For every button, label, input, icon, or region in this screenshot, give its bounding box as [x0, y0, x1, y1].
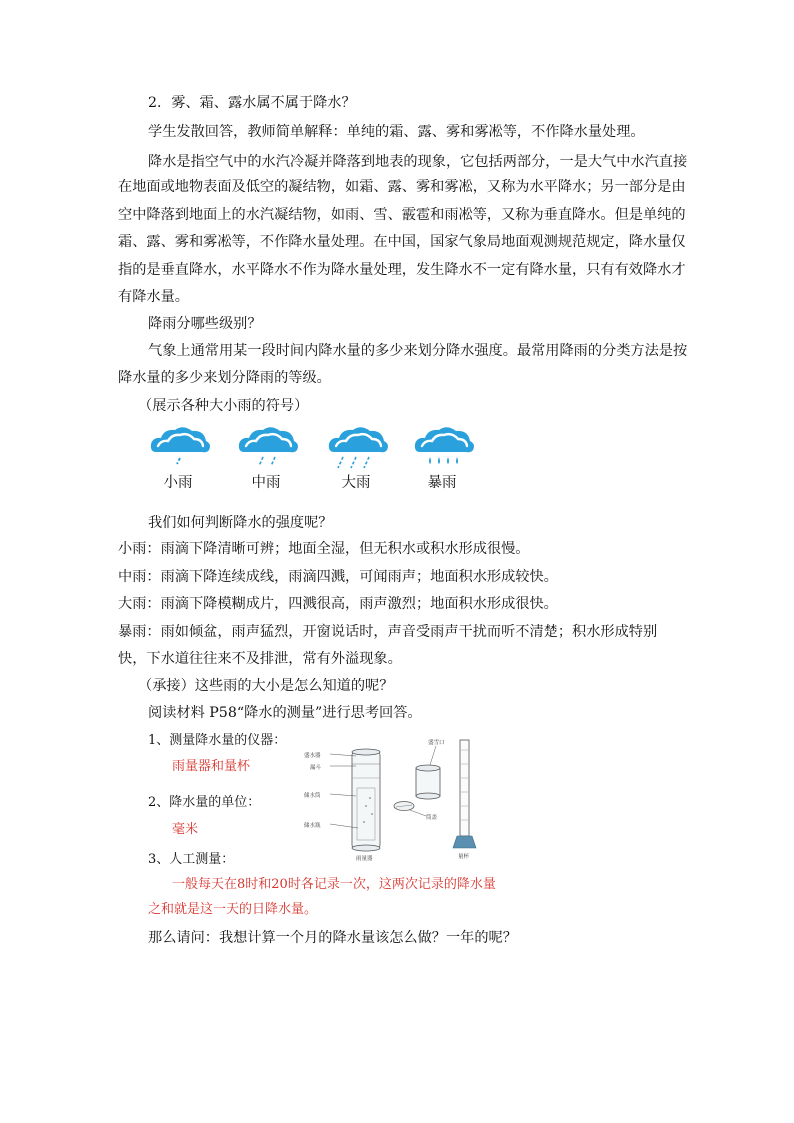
figure-label-measuring-cup: 量杯 — [458, 854, 470, 860]
rain-gauge-figure — [300, 736, 490, 864]
levels-line-2: 降水量的多少来划分降雨的等级。 — [118, 370, 331, 386]
heavy-rain-icon — [326, 424, 390, 472]
rain-label: 小雨 — [163, 475, 193, 491]
definition-line-6: 有降水量。 — [118, 289, 189, 305]
rain-label: 暴雨 — [427, 475, 457, 491]
rain-label: 大雨 — [341, 475, 371, 491]
levels-line-1: 气象上通常用某一段时间内降水量的多少来划分降水强度。最常用降雨的分类方法是按 — [148, 343, 688, 359]
heavy-rain-symbol — [326, 424, 398, 494]
rainstorm-icon — [412, 424, 476, 472]
final-question: 那么请问：我想计算一个月的降水量该怎么做？一年的呢？ — [148, 930, 517, 946]
figure-label-funnel-top: 盛水器 — [304, 753, 321, 759]
item-1-answer: 雨量器和量杯 — [172, 759, 251, 774]
moderate-rain-symbol — [236, 424, 308, 494]
light-rain-icon — [148, 424, 212, 472]
reading-instruction: 阅读材料 P58“降水的测量”进行思考回答。 — [148, 705, 422, 721]
moderate-rain-icon — [236, 424, 300, 472]
light-rain-symbol — [148, 424, 220, 494]
light-rain-desc: 小雨：雨滴下降清晰可辨；地面全湿，但无积水或积水形成很慢。 — [118, 541, 530, 557]
rainstorm-desc-line-2: 快，下水道往往来不及排泄，常有外溢现象。 — [118, 651, 402, 667]
show-symbols-note: （展示各种大小雨的符号） — [138, 398, 309, 414]
definition-line-1: 降水是指空气中的水汽冷凝并降落到地表的现象，它包括两部分，一是大气中水汽直接 — [148, 154, 688, 170]
item-3-answer-line-1: 一般每天在8时和20时各记录一次，这两次记录的降水量 — [172, 877, 496, 892]
item-1-label: 1、测量降水量的仪器： — [148, 733, 287, 748]
figure-label-funnel: 漏斗 — [310, 765, 322, 771]
item-2-answer: 毫米 — [172, 822, 199, 837]
item-2-label: 2、降水量的单位： — [148, 795, 261, 810]
rain-label: 中雨 — [251, 475, 281, 491]
transition-question: （承接）这些雨的大小是怎么知道的呢？ — [138, 678, 394, 694]
figure-label-cup-top: 盛雪口 — [428, 740, 445, 746]
figure-label-storage-bottle: 储水瓶 — [304, 823, 321, 829]
definition-line-3: 空中降落到地面上的水汽凝结物，如雨、雪、霰雹和雨凇等，又称为垂直降水。但是单纯的 — [118, 207, 686, 223]
rainstorm-symbol — [412, 424, 484, 494]
definition-line-4: 霜、露、雾和雾凇等，不作降水量处理。在中国，国家气象局地面观测规范规定，降水量仅 — [118, 234, 686, 250]
figure-label-gauge: 雨量器 — [356, 856, 373, 862]
question-2: 2．雾、霜、露水属不属于降水？ — [148, 95, 356, 111]
answer-paragraph: 学生发散回答，教师简单解释：单纯的霜、露、雾和雾凇等，不作降水量处理。 — [148, 124, 645, 140]
item-3-label: 3、人工测量： — [148, 852, 235, 867]
levels-question: 降雨分哪些级别？ — [148, 316, 262, 332]
definition-line-5: 指的是垂直降水，水平降水不作为降水量处理，发生降水不一定有降水量，只有有效降水才 — [118, 262, 686, 278]
item-3-answer-line-2: 之和就是这一天的日降水量。 — [148, 902, 318, 917]
rainstorm-desc-line-1: 暴雨：雨如倾盆，雨声猛烈，开窗说话时，声音受雨声干扰而听不清楚；积水形成特别 — [118, 624, 658, 640]
figure-label-storage-tube: 储水筒 — [304, 793, 321, 799]
moderate-rain-desc: 中雨：雨滴下降连续成线，雨滴四溅，可闻雨声；地面积水形成较快。 — [118, 569, 558, 585]
rain-symbols-row — [148, 424, 488, 494]
judge-question: 我们如何判断降水的强度呢？ — [148, 515, 333, 531]
figure-label-cap: 筒盖 — [426, 815, 438, 821]
heavy-rain-desc: 大雨：雨滴下降模糊成片，四溅很高，雨声激烈；地面积水形成很快。 — [118, 596, 558, 612]
definition-line-2: 在地面或地物表面及低空的凝结物，如霜、露、雾和雾凇，又称为水平降水；另一部分是由 — [118, 179, 686, 195]
